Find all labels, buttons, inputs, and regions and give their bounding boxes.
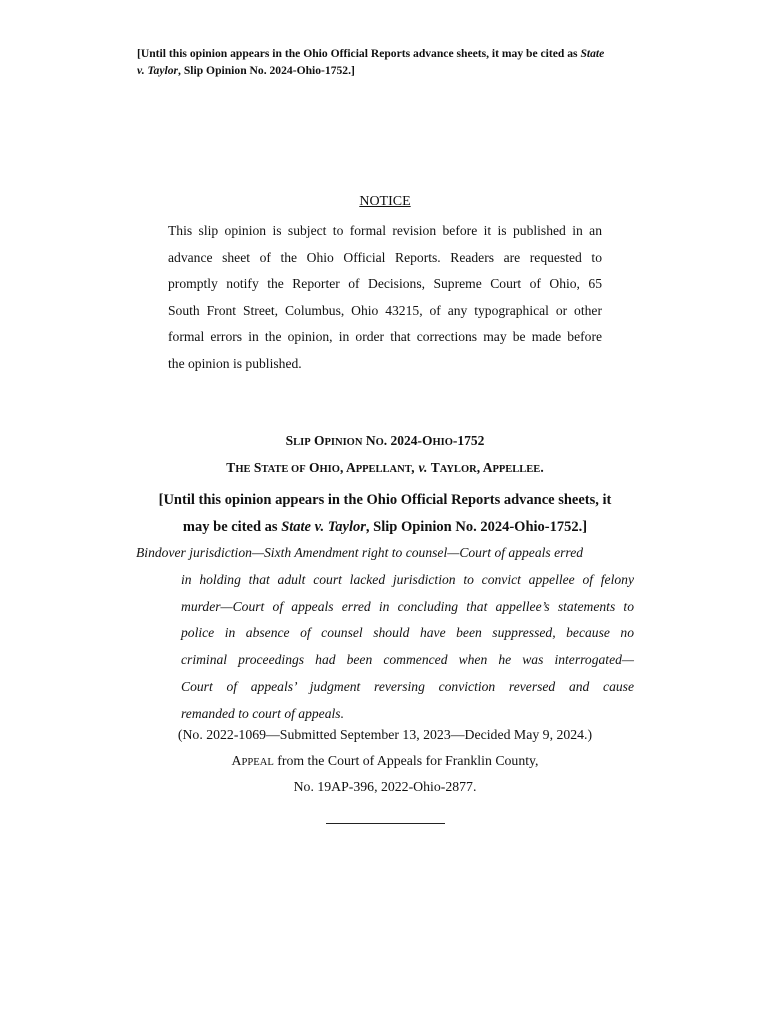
sc-rest: HIO bbox=[319, 464, 340, 475]
sc-letter: , A bbox=[339, 460, 356, 475]
notice-title-text: NOTICE bbox=[359, 194, 411, 209]
citation-line-2-post: , Slip Opinion No. 2024-Ohio-1752.] bbox=[365, 519, 588, 535]
sc-rest: O bbox=[375, 437, 384, 448]
notice-line: advance sheet of the Ohio Official Reports. Readers are requested to bbox=[168, 249, 602, 265]
notice-paragraph bbox=[168, 218, 602, 378]
sc-rest: PPELLEE bbox=[492, 464, 541, 475]
appeal-line bbox=[0, 753, 770, 769]
syllabus-line: in holding that adult court lacked jurisdiction to convict appellee of felony bbox=[181, 571, 634, 587]
sc-letter: O bbox=[310, 433, 325, 448]
syllabus-line: Court of appeals’ judgment reversing conviction reversed and cause bbox=[181, 678, 634, 694]
sc-letter: A bbox=[231, 753, 242, 768]
sc-rest: TATE OF bbox=[261, 464, 306, 475]
slip-opinion-number bbox=[0, 433, 770, 449]
appeal-court: from the Court of Appeals for Franklin County, bbox=[273, 753, 539, 768]
syllabus-line: murder—Court of appeals erred in concluding that appellee’s statements to bbox=[181, 598, 634, 614]
citation-line-2-pre: may be cited as bbox=[182, 519, 282, 535]
sc-letter: , A bbox=[476, 460, 493, 475]
citation-notice-bold bbox=[0, 487, 770, 541]
sc-rest: PPELLANT bbox=[355, 464, 412, 475]
sc-period: . bbox=[540, 460, 544, 475]
syllabus-line: criminal proceedings had been commenced when he was interrogated— bbox=[181, 652, 634, 668]
sc-letter: T bbox=[430, 460, 440, 475]
citation-line-1: [Until this opinion appears in the Ohio Official Reports advance sheets, it bbox=[158, 492, 612, 508]
notice-line: the opinion is published. bbox=[168, 355, 302, 371]
sc-letter: O bbox=[305, 460, 320, 475]
citation-case-state: State bbox=[580, 47, 605, 60]
citation-prefix: [Until this opinion appears in the Ohio Official Reports advance sheets, it may be cited as bbox=[137, 47, 581, 60]
sc-rest: PPEAL bbox=[241, 757, 274, 768]
appeal-case-number: No. 19AP-396, 2022-Ohio-2877. bbox=[293, 779, 477, 794]
syllabus-line: remanded to court of appeals. bbox=[181, 705, 344, 721]
sc-rest: PINION bbox=[324, 437, 363, 448]
syllabus-line: police in absence of counsel should have been suppressed, because no bbox=[181, 625, 634, 641]
syllabus-headnote bbox=[136, 540, 634, 728]
case-parties bbox=[0, 460, 770, 476]
citation-suffix: , Slip Opinion No. 2024-Ohio-1752.] bbox=[178, 64, 355, 77]
syllabus-line: Bindover jurisdiction—Sixth Amendment right to counsel—Court of appeals erred bbox=[136, 545, 584, 560]
versus: , v. bbox=[411, 460, 431, 475]
sc-letter: N bbox=[362, 433, 376, 448]
citation-case-taylor: v. Taylor bbox=[137, 64, 179, 77]
sc-rest: HE bbox=[235, 464, 251, 475]
sc-number: -1752 bbox=[452, 433, 485, 448]
docket-line: (No. 2022-1069—Submitted September 13, 2023—Decided May 9, 2024.) bbox=[177, 727, 593, 742]
sc-letter: S bbox=[285, 433, 294, 448]
sc-rest: AYLOR bbox=[439, 464, 477, 475]
notice-line: This slip opinion is subject to formal revision before it is published in an bbox=[168, 223, 602, 238]
notice-heading bbox=[0, 194, 770, 210]
sc-letter: S bbox=[250, 460, 262, 475]
citation-case-name: State v. Taylor bbox=[281, 519, 366, 535]
sc-rest: LIP bbox=[293, 437, 311, 448]
notice-line: South Front Street, Columbus, Ohio 43215, of any typographical or other bbox=[168, 302, 602, 318]
citation-header-note bbox=[137, 45, 637, 79]
sc-number: . 2024-O bbox=[383, 433, 433, 448]
notice-line: formal errors in the opinion, in order that corrections may be made before bbox=[168, 329, 602, 345]
sc-letter: T bbox=[226, 460, 236, 475]
notice-line: promptly notify the Reporter of Decisions, Supreme Court of Ohio, 65 bbox=[168, 276, 602, 292]
section-divider bbox=[326, 823, 445, 824]
sc-rest: HIO bbox=[432, 437, 453, 448]
